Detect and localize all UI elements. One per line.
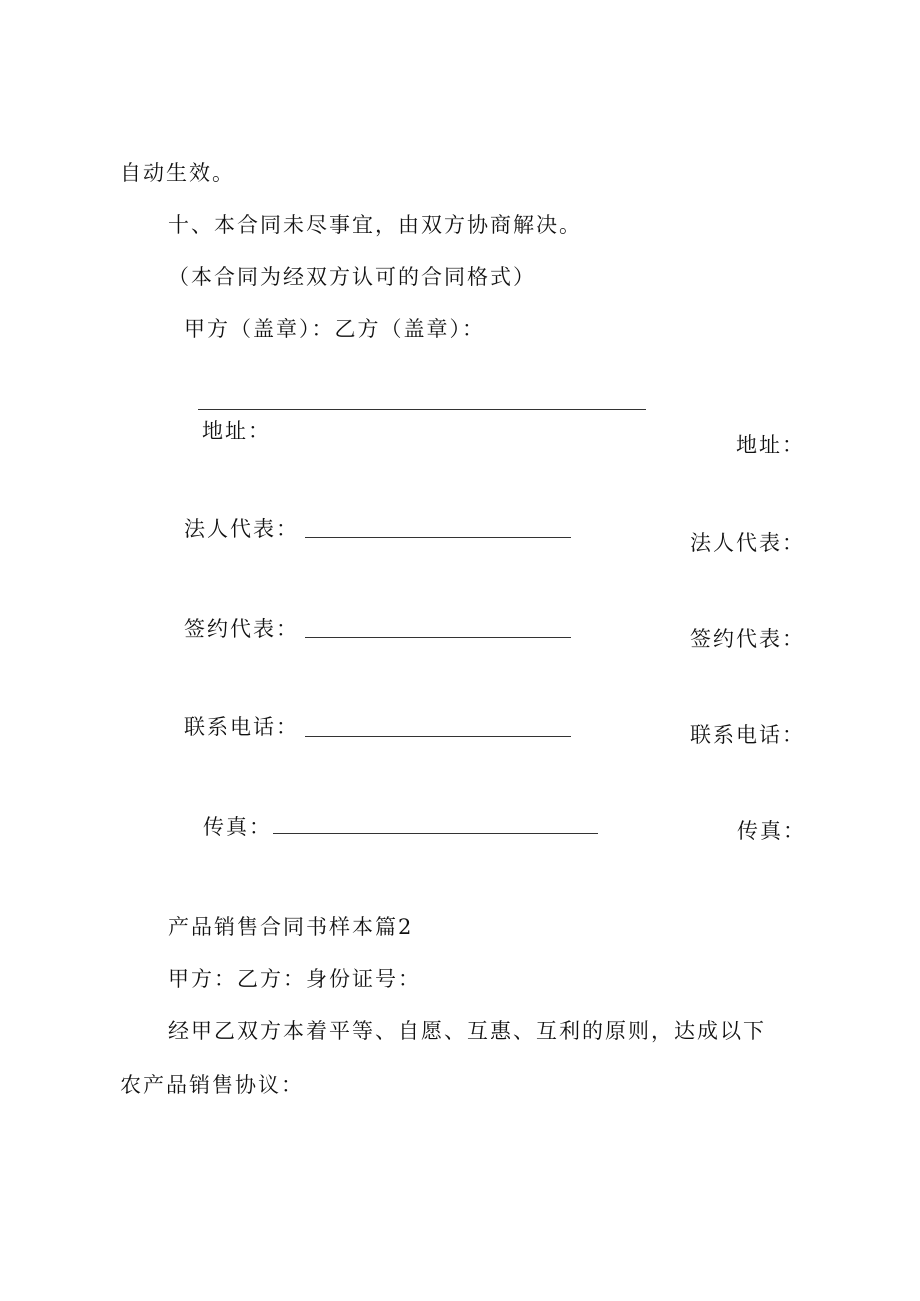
seal-line: 甲方（盖章）：乙方（盖章）：	[184, 317, 485, 341]
clause-10: 十、本合同未尽事宜，由双方协商解决。	[168, 213, 582, 237]
party-b-fax-label: 传真：	[737, 819, 806, 843]
party-a-fax-label: 传真：	[203, 815, 272, 839]
party-b-address-label: 地址：	[736, 433, 805, 457]
party-a-sign-rep-label: 签约代表：	[184, 617, 299, 641]
body-line-1: 经甲乙双方本着平等、自愿、互惠、互利的原则，达成以下	[168, 1019, 766, 1043]
party-b-fax-clip	[737, 818, 806, 843]
parties-line: 甲方：乙方：身份证号：	[168, 967, 421, 991]
party-b-legal-rep-label: 法人代表：	[690, 531, 805, 555]
party-a-legal-rep-line	[305, 537, 571, 538]
party-a-legal-rep-label: 法人代表：	[184, 517, 299, 541]
party-a-phone-label: 联系电话：	[184, 715, 299, 739]
party-b-sign-rep-label: 签约代表：	[690, 627, 805, 651]
party-a-fax-line	[273, 833, 598, 834]
section-2-title: 产品销售合同书样本篇2	[168, 915, 414, 939]
seal-underline	[198, 409, 646, 410]
party-a-address-label: 地址：	[202, 419, 271, 443]
party-a-sign-rep-line	[305, 637, 571, 638]
body-line-2: 农产品销售协议：	[120, 1073, 304, 1097]
effect-text: 自动生效。	[120, 161, 235, 185]
party-a-phone-line	[305, 736, 571, 737]
party-b-phone-label: 联系电话：	[690, 723, 805, 747]
contract-format-note: （本合同为经双方认可的合同格式）	[168, 265, 536, 289]
